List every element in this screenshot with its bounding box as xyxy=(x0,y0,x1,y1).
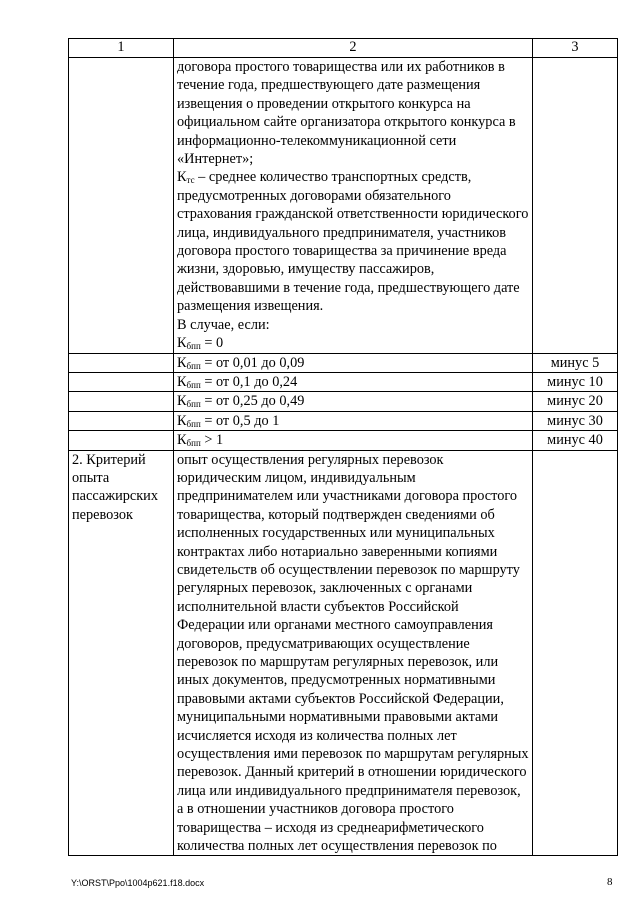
kbpp-zero-condition: $К_{бпп} = 0$ xyxy=(177,335,224,352)
footer-file-path: Y:\ORST\Ppo\1004p621.f18.docx xyxy=(71,878,205,888)
criterion-cell-empty xyxy=(69,58,174,354)
criterion-cell-empty xyxy=(69,392,174,411)
kbpp-condition: $К_{бпп}$ = от 0,25 до 0,49 xyxy=(174,392,533,411)
table-header-row xyxy=(69,39,618,58)
table-row xyxy=(69,411,618,430)
table-row xyxy=(69,372,618,391)
criterion-cell-empty xyxy=(69,431,174,450)
table-row xyxy=(69,353,618,372)
criterion-cell-empty xyxy=(69,372,174,391)
description-text: договора простого товарищества или их работников в течение года, предшествующего дате размещения извещения о проведении открытого конкурса на официальном сайте организатора открытого конкурса в информационно-телекоммуникационной сети «Интернет»; xyxy=(177,59,516,168)
column-header-2: 2 xyxy=(174,39,533,58)
score-value: минус 5 xyxy=(533,353,618,372)
column-header-3: 3 xyxy=(533,39,618,58)
page-number: 8 xyxy=(607,876,613,888)
formula-description-cell xyxy=(174,58,533,354)
score-value: минус 40 xyxy=(533,431,618,450)
table-row xyxy=(69,58,618,354)
criterion-description: опыт осуществления регулярных перевозок юридическим лицом, индивидуальным предпринимателем или участниками договора простого товарищества, который подтвержден сведениями об исполненных государственных или муниципальных контрактах либо нотариально заверенными копиями свидетельств об осуществлении перевозок по маршруту регулярных перевозок, заключенных с органами исполнительной власти субъектов Российской Федерации или органами местного самоуправления договоров, предусматривающих осуществление перевозок по маршрутам регулярных перевозок, или иных документов, предусмотренных нормативными правовыми актами субъектов Российской Федерации, муниципальными нормативными правовыми актами исчисляется исходя из количества полных лет осуществления ими перевозок по маршрутам регулярных перевозок. Данный критерий в отношении юридического лица или индивидуального предпринимателя перевозок, а в отношении участников договора простого товарищества – исходя из среднеарифметического количества полных лет осуществления перевозок по xyxy=(174,450,533,856)
criteria-table xyxy=(68,38,618,856)
table-row xyxy=(69,392,618,411)
criterion-name: 2. Критерий опыта пассажирских перевозок xyxy=(69,450,174,856)
kbpp-condition: $К_{бпп}$ = от 0,1 до 0,24 xyxy=(174,372,533,391)
score-value: минус 20 xyxy=(533,392,618,411)
table-row xyxy=(69,431,618,450)
column-header-1: 1 xyxy=(69,39,174,58)
case-line: В случае, если: xyxy=(177,316,270,333)
criterion-cell-empty xyxy=(69,411,174,430)
kbpp-condition: $К_{бпп} > 1$ xyxy=(174,431,533,450)
score-cell-empty xyxy=(533,58,618,354)
kbpp-condition: $К_{бпп}$ = от 0,01 до 0,09 xyxy=(174,353,533,372)
kbpp-condition: $К_{бпп}$ = от 0,5 до 1 xyxy=(174,411,533,430)
ktc-definition: $К_{тс}$ – среднее количество транспортных средств, предусмотренных договорами обязательного страхования гражданской ответственности юридического лица, индивидуального предпринимателя, участников договора простого товарищества за причинение вреда жизни, здоровью, имуществу пассажиров, действовавшими в течение года, предшествующего дате размещения извещения. xyxy=(177,169,529,315)
score-value: минус 10 xyxy=(533,372,618,391)
score-cell-empty xyxy=(533,450,618,856)
score-value: минус 30 xyxy=(533,411,618,430)
criterion-cell-empty xyxy=(69,353,174,372)
table-row xyxy=(69,450,618,856)
